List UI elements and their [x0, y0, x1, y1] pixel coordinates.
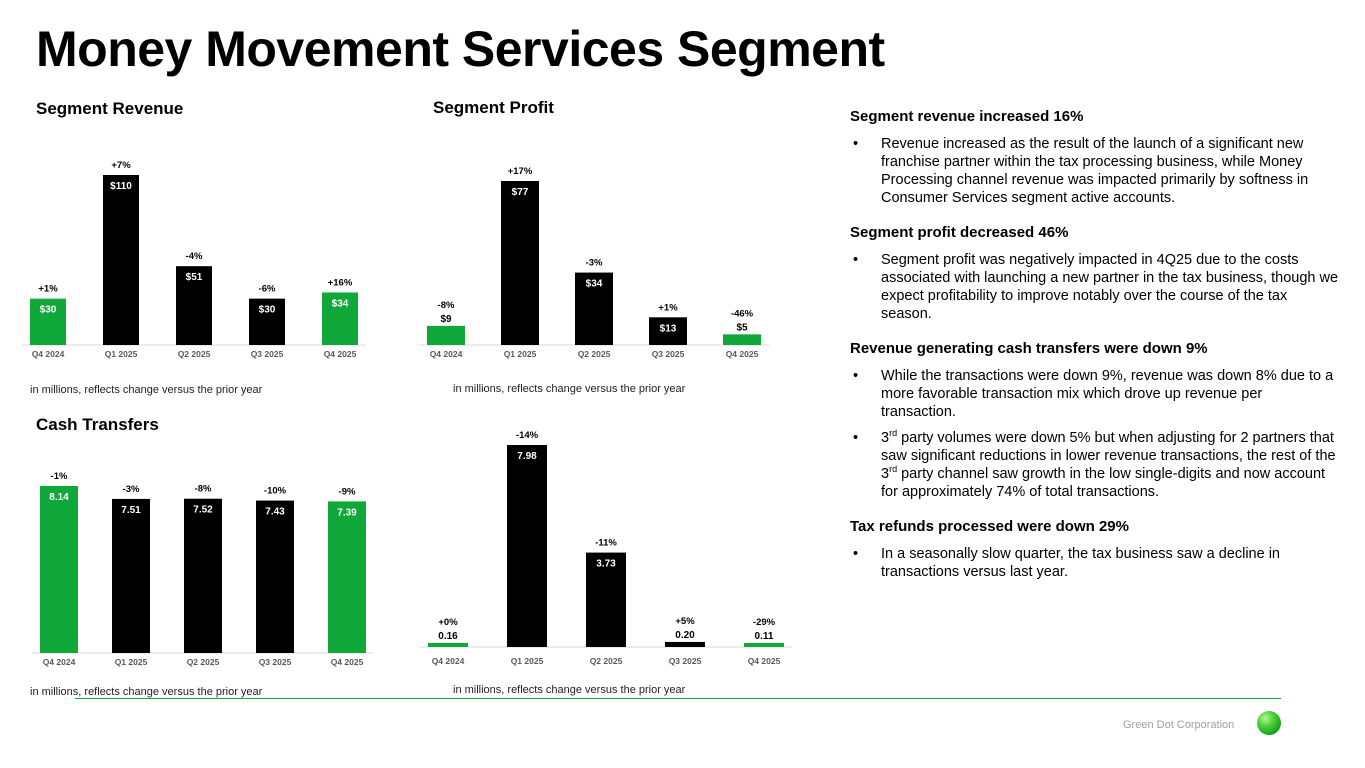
profit-bar: [427, 326, 465, 345]
green-dot-logo-icon: [1257, 711, 1281, 735]
tax-change-label: -14%: [515, 430, 539, 441]
cash-bar: [40, 486, 78, 653]
commentary-profit-heading: Segment profit decreased 46%: [850, 224, 1069, 241]
profit-value-label: $34: [585, 278, 603, 290]
cash-bar: [328, 501, 366, 653]
revenue-value-label: $51: [185, 272, 203, 284]
revenue-value-label: $34: [331, 298, 349, 310]
commentary-panel: [850, 108, 1340, 598]
profit-category-label: Q2 2025: [577, 349, 611, 359]
profit-category-label: Q1 2025: [503, 349, 537, 359]
revenue-change-label: +7%: [111, 160, 131, 171]
commentary-cash-section: [850, 340, 1340, 501]
revenue-change-label: +16%: [327, 277, 353, 289]
cash-category-label: Q1 2025: [114, 657, 148, 667]
commentary-tax-section: [850, 518, 1340, 581]
revenue-category-label: Q3 2025: [250, 349, 284, 359]
cash-category-label: Q2 2025: [186, 657, 220, 667]
cash-bar: [256, 501, 294, 653]
commentary-revenue-text: Revenue increased as the result of the launch of a significant new franchise partner within the tax processing business, while Money Processing channel revenue was impacted primarily by softness in Consumer Services segment active accounts.: [881, 136, 1309, 206]
bullet-marker: •: [853, 136, 859, 152]
profit-value-label: $13: [659, 323, 677, 335]
revenue-change-label: -4%: [185, 251, 203, 263]
cash-category-label: Q4 2025: [330, 657, 364, 667]
cash-change-label: -8%: [194, 483, 212, 495]
commentary-cash-heading: Revenue generating cash transfers were down 9%: [850, 340, 1208, 357]
tax-chart-note: in millions, reflects change versus the prior year: [453, 684, 686, 696]
superscript-rd: rd: [889, 464, 898, 475]
tax-change-label: -29%: [752, 617, 776, 628]
revenue-value-label: $30: [258, 304, 276, 316]
footer-divider: [75, 698, 1281, 699]
commentary-profit-section: [850, 224, 1340, 323]
commentary-cash-text-1: While the transactions were down 9%, revenue was down 8% due to a more favorable transaction mix which drove up revenue per transaction.: [881, 368, 1334, 420]
revenue-chart-note: in millions, reflects change versus the prior year: [30, 384, 263, 396]
commentary-cash-bullet-1: [850, 367, 1340, 421]
commentary-cash-text-2a: 3: [881, 430, 890, 446]
commentary-revenue-bullet: [850, 135, 1340, 207]
tax-bar: [507, 445, 547, 647]
revenue-change-label: -6%: [258, 283, 276, 295]
tax-category-label: Q1 2025: [510, 656, 544, 666]
profit-category-label: Q3 2025: [651, 349, 685, 359]
tax-change-label: +0%: [438, 616, 458, 628]
tax-category-label: Q4 2024: [431, 656, 465, 666]
cash-value-label: 8.14: [49, 492, 69, 503]
profit-bar: [501, 181, 539, 345]
cash-value-label: 7.51: [121, 504, 141, 516]
commentary-cash-text-2b: party volumes were down 5% but when adjusting for 2 partners that saw significant reductions in lower revenue transactions, the rest of the 3: [881, 430, 1336, 482]
revenue-bar: [103, 175, 139, 345]
cash-value-label: 7.39: [337, 507, 357, 519]
revenue-category-label: Q2 2025: [177, 349, 211, 359]
commentary-tax-heading: Tax refunds processed were down 29%: [850, 518, 1129, 535]
bullet-marker: •: [853, 252, 859, 268]
tax-value-label: 3.73: [596, 558, 616, 570]
tax-bar: [744, 643, 784, 647]
profit-category-label: Q4 2024: [429, 349, 463, 359]
revenue-chart-title: Segment Revenue: [36, 99, 184, 118]
tax-value-label: 0.16: [438, 630, 458, 642]
commentary-cash-bullet-2: [850, 429, 1340, 501]
profit-change-label: -46%: [730, 308, 754, 320]
page-title: Money Movement Services Segment: [36, 21, 885, 77]
bullet-marker: •: [853, 430, 859, 446]
cash-bar: [184, 499, 222, 653]
commentary-tax-text: In a seasonally slow quarter, the tax business saw a decline in transactions versus last year.: [881, 546, 1280, 580]
cash-change-label: -1%: [50, 471, 68, 482]
profit-change-label: -8%: [437, 299, 455, 311]
revenue-value-label: $30: [39, 304, 57, 316]
profit-change-label: +17%: [507, 166, 533, 177]
profit-value-label: $77: [511, 187, 529, 198]
cash-change-label: -10%: [263, 485, 287, 497]
cash-chart-title: Cash Transfers: [36, 415, 159, 434]
profit-value-label: $9: [440, 313, 452, 325]
cash-value-label: 7.43: [265, 506, 285, 518]
cash-category-label: Q4 2024: [42, 657, 76, 667]
revenue-category-label: Q1 2025: [104, 349, 138, 359]
revenue-value-label: $110: [110, 181, 132, 192]
tax-category-label: Q4 2025: [747, 656, 781, 666]
profit-change-label: -3%: [585, 257, 603, 269]
bullet-marker: •: [853, 368, 859, 384]
tax-category-label: Q3 2025: [668, 656, 702, 666]
commentary-cash-text-2c: party channel saw growth in the low single-digits and now account for approximately 74% of total transactions.: [881, 466, 1326, 500]
cash-bar: [112, 499, 150, 653]
profit-chart-title: Segment Profit: [433, 98, 554, 117]
commentary-revenue-section: [850, 108, 1340, 207]
cash-value-label: 7.52: [193, 504, 213, 516]
tax-bar: [428, 643, 468, 647]
commentary-tax-bullet: [850, 545, 1340, 581]
cash-change-label: -3%: [122, 483, 140, 495]
cash-change-label: -9%: [338, 486, 356, 498]
superscript-rd: rd: [889, 428, 898, 439]
profit-value-label: $5: [736, 322, 748, 334]
profit-bar: [723, 334, 761, 345]
footer-company-name: Green Dot Corporation: [1123, 719, 1235, 731]
profit-category-label: Q4 2025: [725, 349, 759, 359]
tax-category-label: Q2 2025: [589, 656, 623, 666]
tax-bar: [665, 642, 705, 647]
tax-value-label: 0.11: [754, 631, 774, 642]
tax-change-label: +5%: [675, 615, 695, 627]
revenue-change-label: +1%: [38, 283, 58, 295]
profit-chart-note: in millions, reflects change versus the prior year: [453, 383, 686, 395]
commentary-revenue-heading: Segment revenue increased 16%: [850, 108, 1084, 125]
tax-value-label: 7.98: [517, 451, 537, 462]
revenue-category-label: Q4 2025: [323, 349, 357, 359]
cash-chart-note: in millions, reflects change versus the prior year: [30, 686, 263, 698]
commentary-profit-bullet: [850, 251, 1340, 323]
tax-change-label: -11%: [595, 537, 617, 549]
tax-value-label: 0.20: [675, 629, 695, 641]
revenue-category-label: Q4 2024: [31, 349, 65, 359]
cash-category-label: Q3 2025: [258, 657, 292, 667]
bullet-marker: •: [853, 546, 859, 562]
commentary-profit-text: Segment profit was negatively impacted in 4Q25 due to the costs associated with launching a new partner in the tax business, though we expect profitability to improve notably over the course of the tax season.: [881, 252, 1339, 322]
profit-change-label: +1%: [658, 302, 678, 314]
